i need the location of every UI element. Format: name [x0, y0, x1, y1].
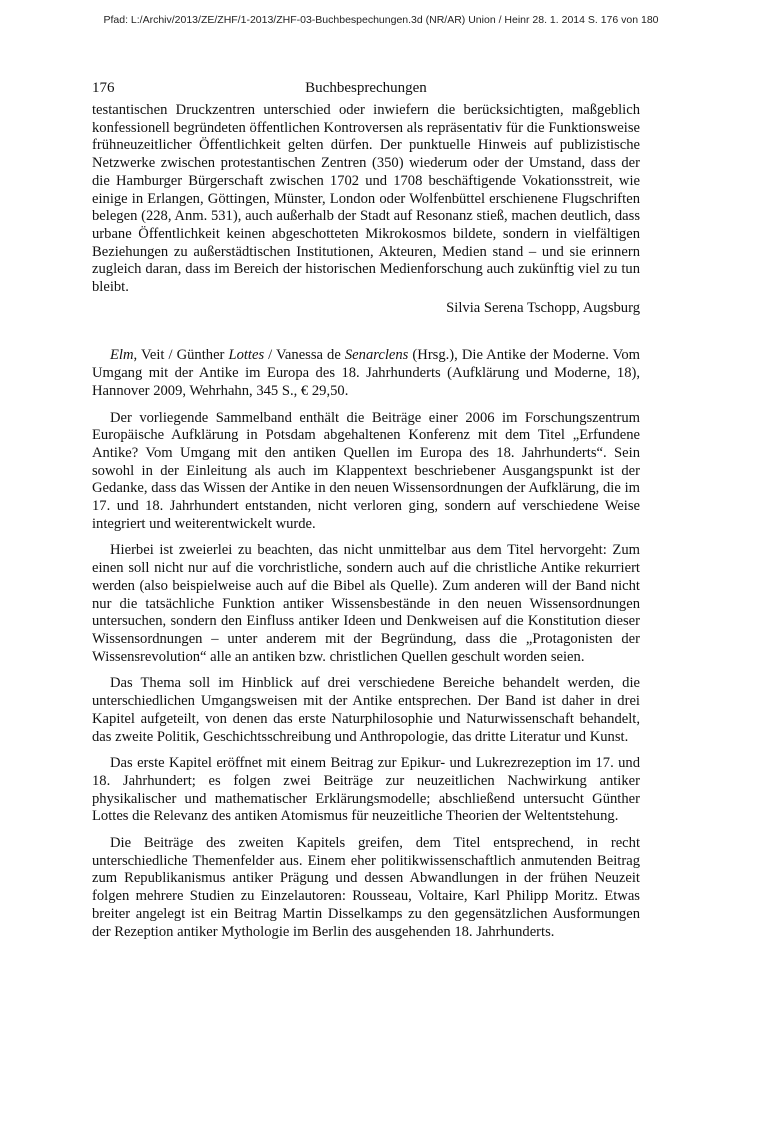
citation-separator: , Veit / Günther [133, 347, 229, 364]
reviewer-signature: Silvia Serena Tschopp, Augsburg [446, 299, 640, 316]
editor-surname-elm: Elm [110, 347, 134, 364]
review-paragraph: Hierbei ist zweierlei zu beachten, das nicht unmittelbar aus dem Titel hervorgeht: Zum einen soll nicht nur auf die vorchristliche, sondern auch auf die christliche Antike rekurriert werden (also beispielweise auch auf die Bibel als Quelle). Zum anderen will der Band nicht nur die tatsächliche Funktion antiker Wissensbestände in den neuen Wissensordnungen untersuchen, sondern den Einfluss antiker Ideen und Denkweisen auf die Konstitution dieser Wissensordnungen – unter anderem mit der Begründung, dass die „Protagonisten der Wissensrevolution“ alle an antiken bzw. christlichen Quellen geschult worden seien. [92, 542, 640, 665]
review-paragraph: Der vorliegende Sammelband enthält die Beiträge einer 2006 im Forschungszentrum Europäische Aufklärung in Potsdam abgehaltenen Konferenz mit dem Titel „Erfundene Antike? Vom Umgang mit den antiken Quellen im Europa des 18. Jahrhunderts“. Sein sowohl in der Einleitung als auch im Klappentext beschriebener Ausgangspunkt ist der Gedanke, dass das Wissen der Antike in den neuen Wissensordnungen der Aufklärung, die im 17. und 18. Jahrhundert entstanden, nicht verloren ging, sondern auf verschiedene Weise integriert und weiterentwickelt wurde. [92, 409, 640, 532]
review-paragraph: Das erste Kapitel eröffnet mit einem Beitrag zur Epikur- und Lukrezrezeption im 17. und 18. Jahrhundert; es folgen zwei Beiträge zur neuzeitlichen Nachwirkung antiker physikalischer und mathematischer Erklärungsmodelle; abschließend untersucht Günther Lottes die Relevanz des antiken Atomismus für neuzeitliche Theorien der Weltentstehung. [92, 755, 640, 825]
page-number: 176 [92, 80, 115, 96]
citation-details: (Hrsg.), Die Antike der Moderne. Vom Umgang mit der Antike im Europa des 18. Jahrhunderts (Aufklärung und Moderne, 18), Hannover 2009, Wehrhahn, 345 S., € 29,50. [92, 347, 640, 399]
body-text [92, 102, 640, 941]
editor-surname-senarclens: Senarclens [344, 347, 409, 364]
citation-separator: / Vanessa de [264, 347, 345, 364]
page-content [92, 80, 640, 941]
running-title: Buchbesprechungen [305, 80, 427, 96]
previous-review-conclusion: testantischen Druckzentren unterschied oder inwiefern die berücksichtigten, maßgeblich konfessionell begründeten öffentlichen Kontroversen als repräsentativ für die Funktionsweise frühneuzeitlicher Öffentlichkeit gelten dürfen. Der punktuelle Hinweis auf publizistische Netzwerke zwischen protestantischen Zentren (350) wiederum oder der Umstand, dass der die Hamburger Bürgerschaft zwischen 1702 und 1708 beschäftigende Vokationsstreit, wie einige in Erlangen, Göttingen, Münster, London oder Wolfenbüttel erschienene Flugschriften belegen (228, Anm. 531), auch außerhalb der Stadt auf Resonanz stieß, machen deutlich, dass urbane Öffentlichkeit keinen abgeschotteten Mikrokosmos bildete, sondern in vielfältigen Beziehungen zu außerstädtischen Institutionen, Akteuren, Medien stand – und sie erinnern zugleich daran, dass im Bereich der historischen Medienforschung auch zukünftig viel zu tun bleibt. [92, 102, 640, 296]
review-paragraph: Die Beiträge des zweiten Kapitels greifen, dem Titel entsprechend, in recht unterschiedliche Themenfelder aus. Einem eher politikwissenschaftlich anmutenden Beitrag zum Republikanismus antiker Prägung und dessen Abwandlungen in der frühen Neuzeit folgen mehrere Studien zu Einzelautoren: Rousseau, Voltaire, Karl Philipp Moritz. Etwas breiter angelegt ist ein Beitrag Martin Disselkamps zu den gegensätzlichen Ausformungen der Rezeption antiker Mythologie im Berlin des ausgehenden 18. Jahrhunderts. [92, 835, 640, 940]
review-citation [92, 347, 640, 400]
review-paragraph: Das Thema soll im Hinblick auf drei verschiedene Bereiche behandelt werden, die unterschiedlichen Umgangsweisen mit der Antike entsprechen. Der Band ist daher in drei Kapitel aufgeteilt, von denen das erste Naturphilosophie und Naturwissenschaft behandelt, das zweite Politik, Geschichtsschreibung und Anthropologie, das dritte Literatur und Kunst. [92, 675, 640, 745]
running-head [92, 80, 640, 102]
file-path-header: Pfad: L:/Archiv/2013/ZE/ZHF/1-2013/ZHF-03-Buchbespechungen.3d (NR/AR) Union / Heinr 28. 1. 2014 S. 176 von 180 [103, 14, 659, 26]
editor-surname-lottes: Lottes [228, 347, 265, 364]
